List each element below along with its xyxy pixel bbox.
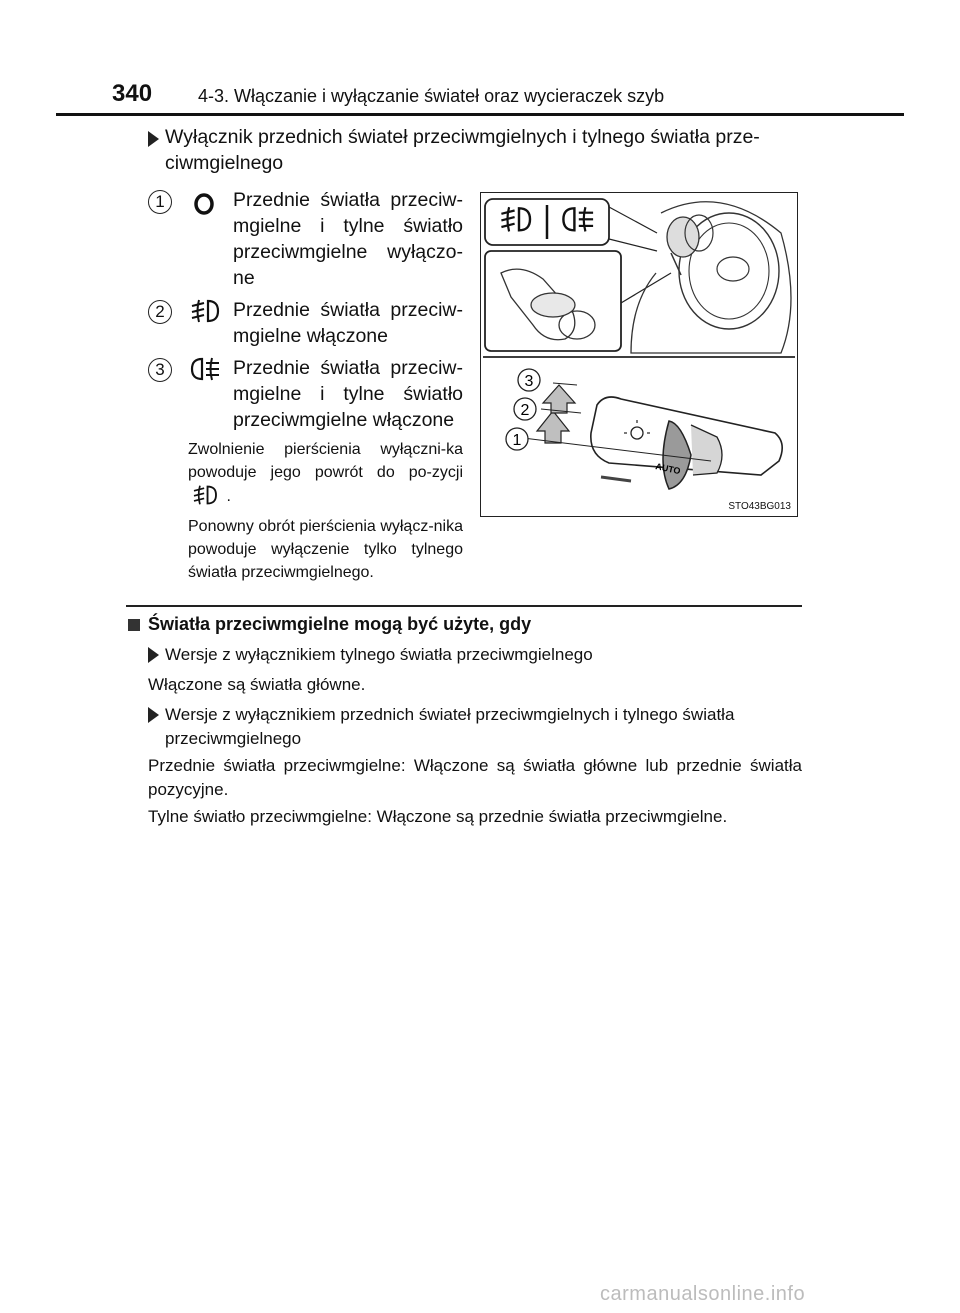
variant1-text: Włączone są światła główne.: [148, 675, 366, 694]
position-2-text: Przednie światła przeciw-mgielne włączone: [233, 299, 463, 347]
section-rule: [126, 605, 802, 607]
section-square-icon: [128, 619, 140, 631]
release-note: [188, 438, 463, 508]
position-1-text: Przednie światła przeciw-mgielne i tylne światło przeciwmgielne wyłączo-ne: [233, 189, 463, 289]
fog-off-icon: [192, 192, 216, 216]
bullet-triangle-icon: [148, 647, 159, 663]
variant1-label: Wersje z wyłącznikiem tylnego światła przeciwmgielnego: [165, 645, 593, 664]
front-fog-icon: [190, 484, 220, 506]
variant2-label: Wersje z wyłącznikiem przednich świateł przeciwmgielnych i tylnego światła przeciwmgielnego: [165, 705, 735, 748]
switch-heading: Wyłącznik przednich świateł przeciwmgielnych i tylnego światła prze-ciwmgielnego: [165, 126, 760, 174]
watermark: carmanualsonline.info: [600, 1283, 806, 1305]
release-note-text: Zwolnienie pierścienia wyłączni-ka powoduje jego powrót do po-zycji: [188, 441, 463, 481]
conditions-title: Światła przeciwmgielne mogą być użyte, gdy: [148, 614, 532, 634]
rotate-again-note: Ponowny obrót pierścienia wyłącz-nika powoduje wyłączenie tylko tylnego światła przeciwmgielnego.: [188, 518, 463, 581]
bullet-triangle-icon: [148, 707, 159, 723]
callout-1: 1: [512, 432, 522, 449]
figure-code: STO43BG013: [728, 501, 791, 512]
variant2-front-text: Przednie światła przeciwmgielne: Włączone są światła główne lub przednie światła pozycyjne.: [148, 756, 802, 799]
switch-auto-label: AUTO: [654, 461, 682, 477]
header-rule: [56, 113, 904, 116]
callout-2: 2: [520, 402, 530, 419]
release-note-end: .: [226, 488, 231, 505]
bullet-triangle-icon: [148, 131, 159, 147]
section-title: 4-3. Włączanie i wyłączanie świateł oraz wycieraczek szyb: [198, 86, 665, 106]
switch-illustration: [480, 192, 798, 517]
variant2-rear-text: Tylne światło przeciwmgielne: Włączone są przednie światła przeciwmgielne.: [148, 807, 728, 826]
position-3-text: Przednie światła przeciw-mgielne i tylne światło przeciwmgielne włączone: [233, 357, 463, 431]
page-number: 340: [112, 80, 153, 107]
rear-fog-icon: [188, 356, 222, 382]
position-number-1: 1: [148, 190, 172, 214]
switch-drawing: [481, 193, 796, 515]
front-fog-icon: [188, 298, 222, 324]
callout-3: 3: [524, 373, 534, 390]
position-number-2: 2: [148, 300, 172, 324]
position-number-3: 3: [148, 358, 172, 382]
